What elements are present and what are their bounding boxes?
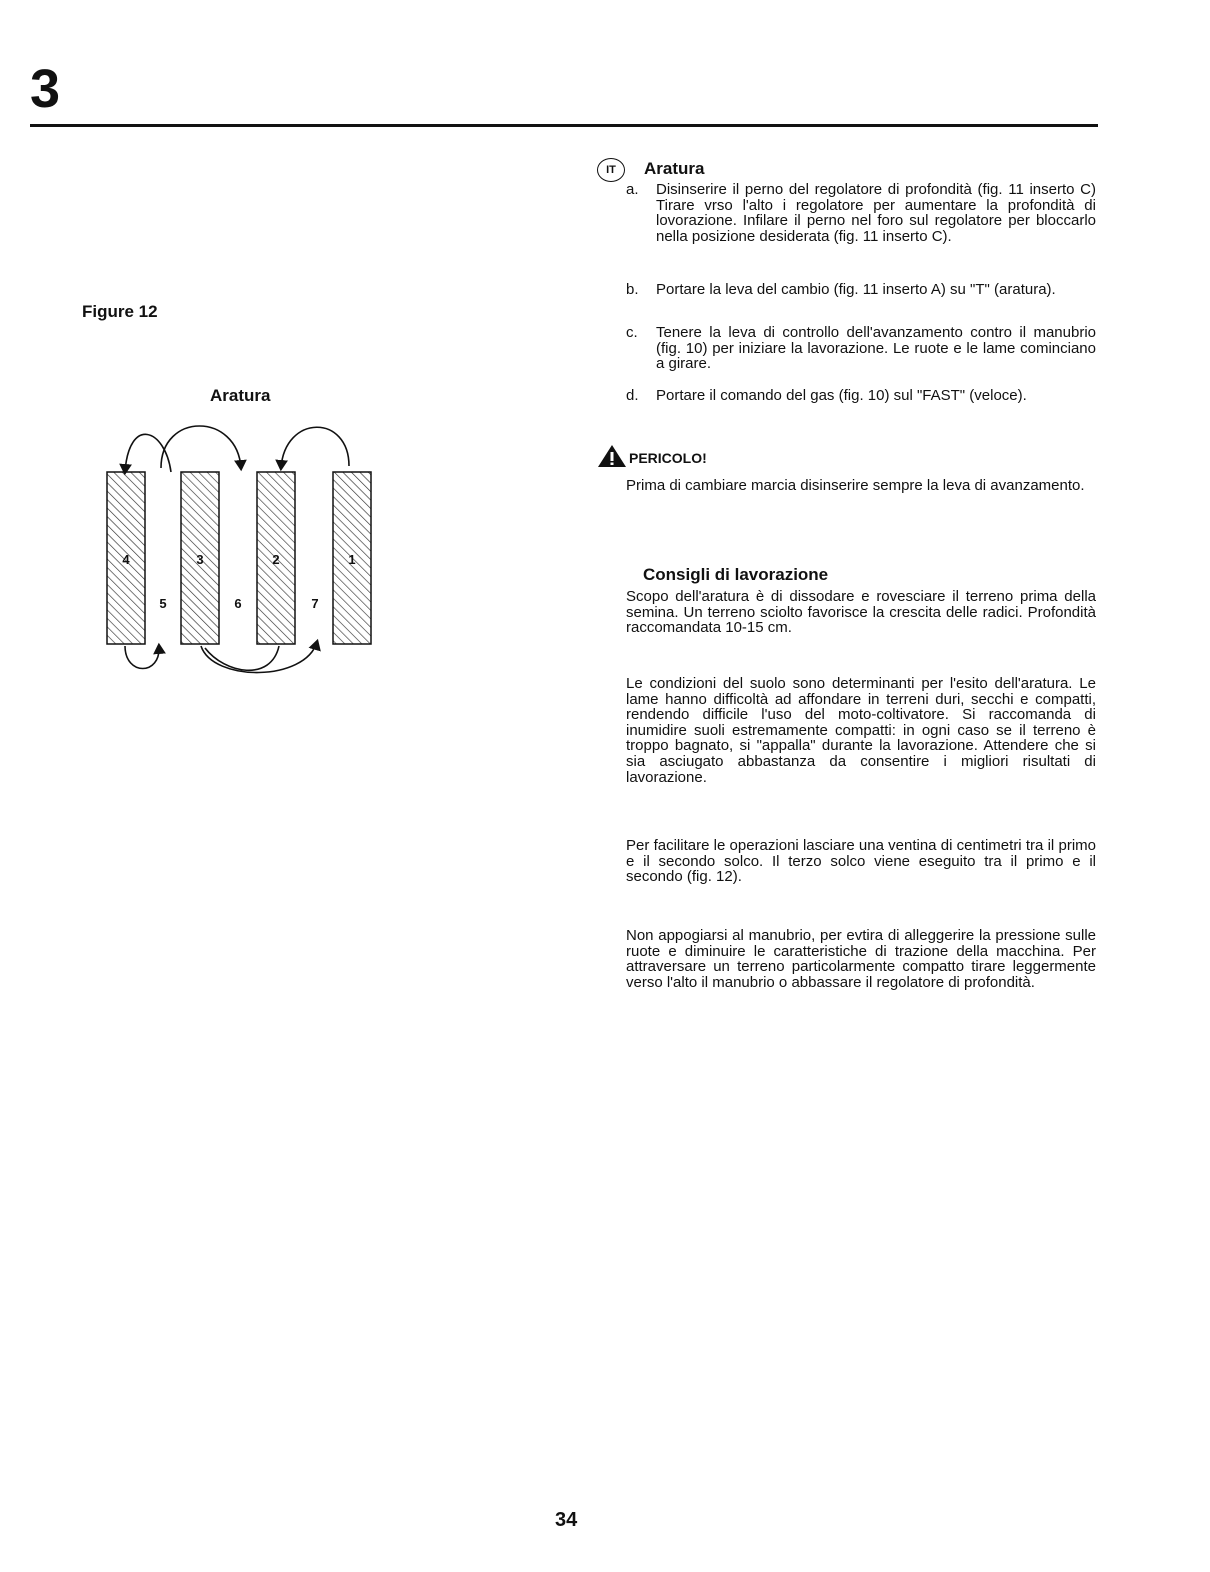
step-d [626, 388, 1096, 404]
strip-number-1: 1 [348, 552, 356, 567]
chapter-number: 3 [30, 59, 61, 119]
step-text: Disinserire il perno del regolatore di profondità (fig. 11 inserto C) Tirare vrso l'alto i regolatore per aumentare la profondità di lovorazione. Infilare il perno nel foro sul regolatore per bloccarlo nella posizione desiderata (fig. 11 inserto C). [656, 181, 1096, 245]
step-marker: c. [626, 324, 638, 341]
step-text: Portare la leva del cambio (fig. 11 inserto A) su "T" (aratura). [656, 281, 1056, 298]
pass-arrow-bottom-2 [201, 642, 317, 673]
figure-label: Figure 12 [82, 302, 158, 321]
page-number: 34 [555, 1509, 578, 1531]
gap-number-6: 6 [234, 596, 242, 611]
step-text: Tenere la leva di controllo dell'avanzamento contro il manubrio (fig. 10) per iniziare la lavorazione. Le ruote e le lame cominciano a girare. [656, 324, 1096, 372]
warning-icon [597, 444, 627, 468]
tips-paragraph-1: Scopo dell'aratura è di dissodare e rovesciare il terreno prima della semina. Un terreno sciolto favorisce la crescita delle radici. Profondità raccomandata 10-15 cm. [626, 588, 1096, 637]
step-b [626, 282, 1096, 298]
pass-arrow-top-1 [161, 426, 241, 468]
tips-paragraph-4: Non appogiarsi al manubrio, per evtira di alleggerire la pressione sulle ruote e diminuire le caratteristiche di trazione della macchina. Per attraversare un terreno particolarmente compatto tirare leggermente verso l'alto il manubrio o abbassare il regolatore di profondità. [626, 927, 1096, 991]
language-badge: IT [597, 158, 625, 182]
pass-arrow-bottom-3 [205, 646, 279, 670]
header-rule [30, 124, 1098, 127]
strip-number-3: 3 [196, 552, 204, 567]
pass-arrow-top-3 [281, 427, 349, 468]
gap-number-5: 5 [159, 596, 167, 611]
tips-paragraph-3: Per facilitare le operazioni lasciare una ventina di centimetri tra il primo e il secondo solco. Il terzo solco viene eseguito tra il primo e il secondo (fig. 12). [626, 837, 1096, 886]
step-text: Portare il comando del gas (fig. 10) sul "FAST" (veloce). [656, 387, 1027, 404]
step-marker: b. [626, 281, 639, 298]
warning-text: Prima di cambiare marcia disinserire sempre la leva di avanzamento. [626, 477, 1085, 494]
step-marker: a. [626, 181, 639, 198]
pass-arrow-top-2 [125, 434, 171, 472]
warning-label: PERICOLO! [629, 450, 707, 466]
tips-paragraph-2: Le condizioni del suolo sono determinanti per l'esito dell'aratura. Le lame hanno difficoltà ad affondare in terreni duri, secchi e compatti, rendendo difficile l'uso del moto-coltivatore. Si raccomanda di inumidire suoli estremamente compatti: in ogni caso se il terreno è troppo bagnato, si "appalla" durante la lavorazione. Attendere che si sia asciugato abbastanza da consentire i migliori risultati di lavorazione. [626, 675, 1096, 786]
step-c [626, 325, 1096, 372]
step-a [626, 182, 1096, 244]
tips-title: Consigli di lavorazione [643, 565, 829, 584]
section-title: Aratura [644, 159, 705, 178]
pass-arrow-bottom-1 [125, 646, 159, 669]
plowing-diagram [95, 420, 385, 680]
figure-title: Aratura [210, 386, 271, 405]
strip-number-4: 4 [122, 552, 130, 567]
gap-number-7: 7 [311, 596, 319, 611]
step-marker: d. [626, 387, 639, 404]
strip-number-2: 2 [272, 552, 280, 567]
